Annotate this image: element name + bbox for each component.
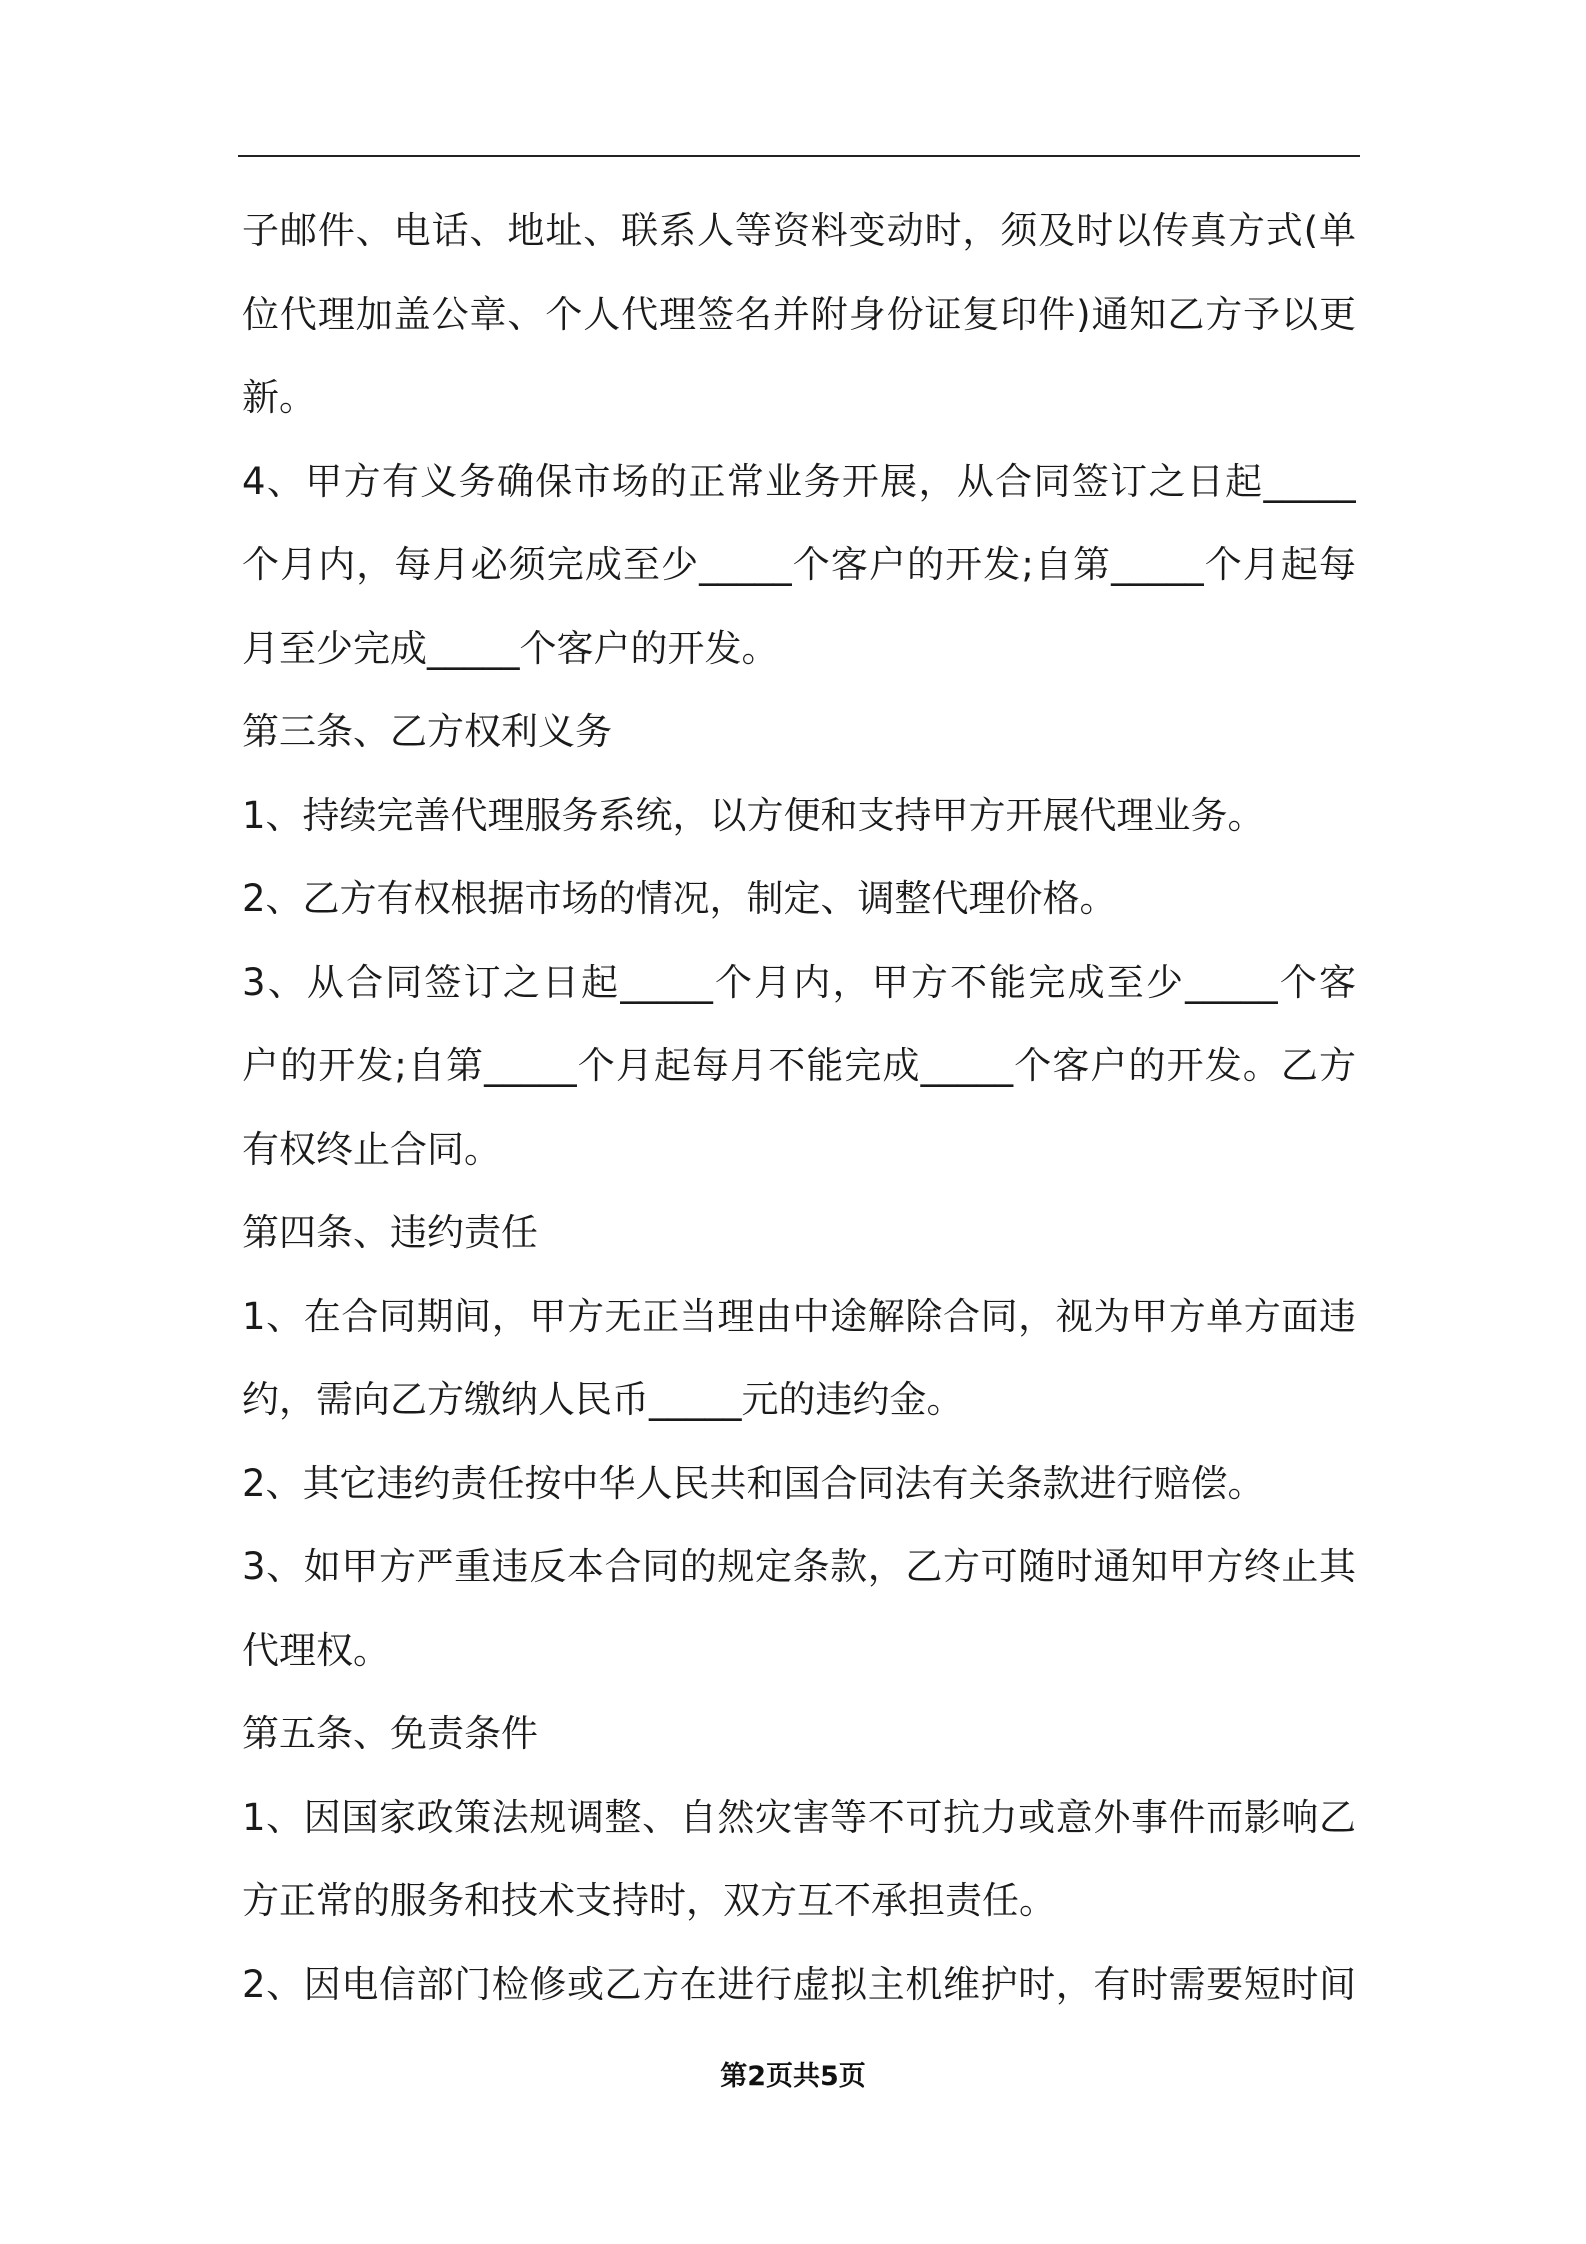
clause-paragraph (242, 440, 1356, 691)
text-line: 新。 (242, 376, 316, 419)
text-line: 1、因国家政策法规调整、自然灾害等不可抗力或意外事件而影响乙 (242, 1795, 1356, 1839)
header-rule (238, 155, 1360, 157)
text-line: 月至少完成_____个客户的开发。 (242, 626, 779, 670)
page-number: 第2页共5页 (720, 2061, 866, 2092)
text-line: 个月内，每月必须完成至少_____个客户的开发;自第_____个月起每 (242, 543, 1356, 586)
clause-paragraph (242, 774, 1356, 858)
clause-paragraph (242, 1776, 1356, 1943)
text-line: 户的开发;自第_____个月起每月不能完成_____个客户的开发。乙方 (242, 1044, 1356, 1087)
clause-heading (242, 690, 1356, 774)
text-line: 2、乙方有权根据市场的情况，制定、调整代理价格。 (242, 877, 1117, 920)
text-line: 子邮件、电话、地址、联系人等资料变动时，须及时以传真方式(单 (242, 209, 1356, 252)
clause-heading (242, 1191, 1356, 1275)
text-line: 3、如甲方严重违反本合同的规定条款，乙方可随时通知甲方终止其 (242, 1545, 1356, 1588)
clause-paragraph (242, 1442, 1356, 1526)
text-line: 有权终止合同。 (242, 1127, 501, 1171)
text-line: 2、其它违约责任按中华人民共和国合同法有关条款进行赔偿。 (242, 1461, 1265, 1505)
heading-text: 第五条、免责条件 (242, 1712, 538, 1755)
text-line: 代理权。 (242, 1628, 390, 1672)
text-line: 约，需向乙方缴纳人民币_____元的违约金。 (242, 1378, 964, 1421)
text-line: 1、持续完善代理服务系统，以方便和支持甲方开展代理业务。 (242, 793, 1265, 837)
clause-paragraph (242, 1943, 1356, 2027)
text-line: 位代理加盖公章、个人代理签名并附身份证复印件)通知乙方予以更 (242, 292, 1356, 336)
text-line: 3、从合同签订之日起_____个月内，甲方不能完成至少_____个客 (242, 960, 1356, 1004)
text-line: 4、甲方有义务确保市场的正常业务开展，从合同签订之日起_____ (242, 459, 1356, 503)
document-body (242, 189, 1356, 2026)
text-line: 2、因电信部门检修或乙方在进行虚拟主机维护时，有时需要短时间 (242, 1962, 1356, 2006)
clause-paragraph (242, 1275, 1356, 1442)
heading-text: 第四条、违约责任 (242, 1211, 538, 1254)
text-line: 1、在合同期间，甲方无正当理由中途解除合同，视为甲方单方面违 (242, 1294, 1356, 1338)
clause-paragraph (242, 1525, 1356, 1692)
text-line: 方正常的服务和技术支持时，双方互不承担责任。 (242, 1879, 1056, 1922)
clause-paragraph (242, 857, 1356, 941)
heading-text: 第三条、乙方权利义务 (242, 710, 612, 753)
clause-heading (242, 1692, 1356, 1776)
clause-paragraph (242, 189, 1356, 440)
clause-paragraph (242, 941, 1356, 1192)
